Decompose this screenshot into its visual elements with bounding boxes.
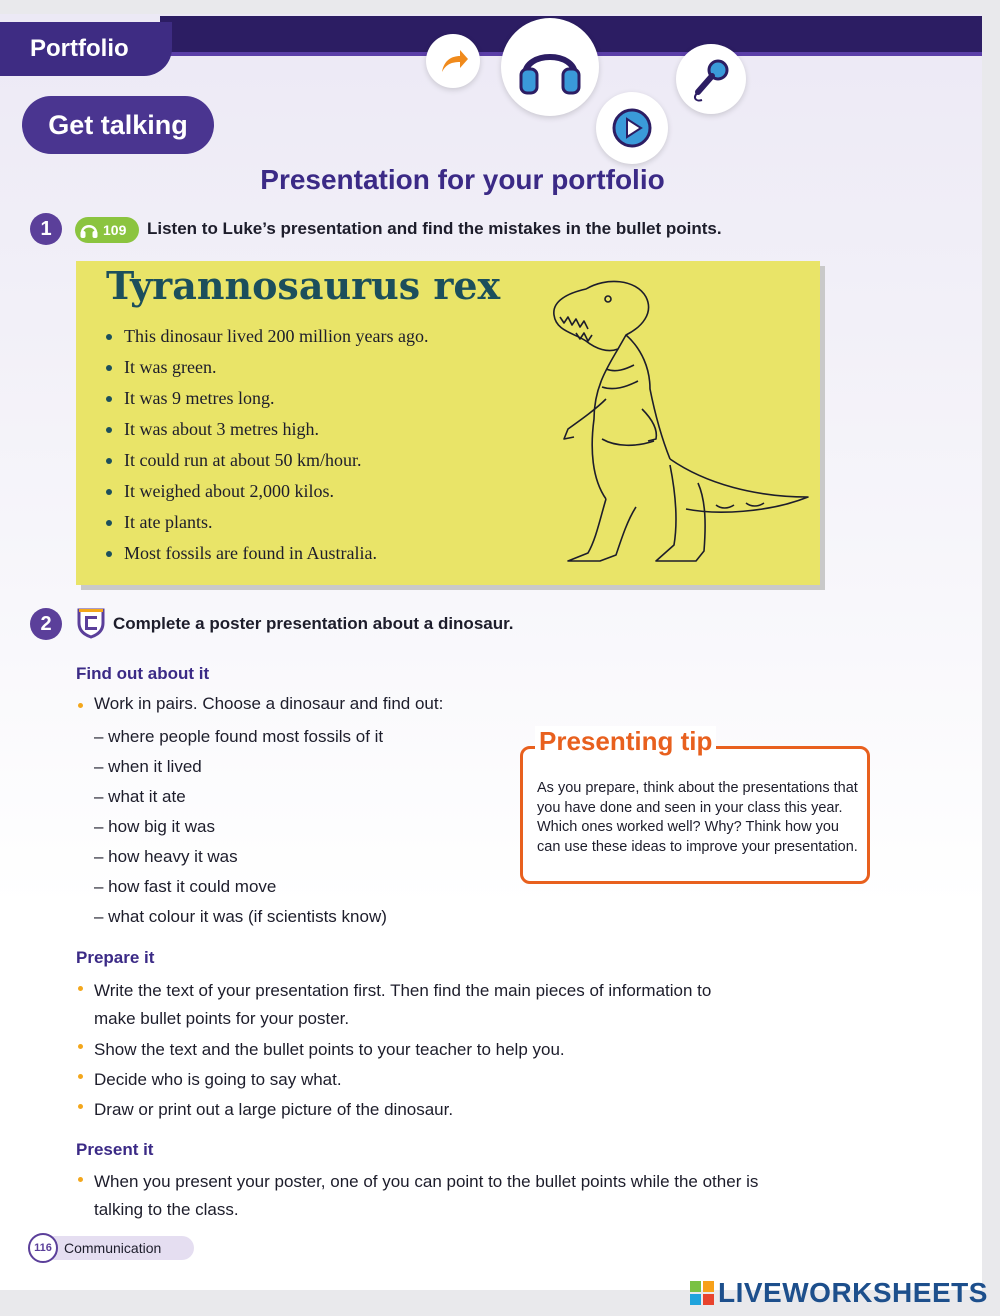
page-number: 116	[28, 1233, 58, 1263]
trex-fact: It was 9 metres long.	[104, 383, 428, 414]
list-item: Work in pairs. Choose a dinosaur and find out:	[76, 694, 443, 714]
trex-fact: It was about 3 metres high.	[104, 414, 428, 445]
presenting-tip-text: As you prepare, think about the presentations that you have done and seen in your class this year. Which ones worked well? Why? Think how you can use these ideas to improve your presentation.	[537, 780, 858, 855]
activity-number-1: 1	[30, 213, 62, 245]
trex-title: Tyrannosaurus rex	[106, 263, 501, 308]
list-item: – how big it was	[94, 817, 215, 836]
presenting-tip-title: Presenting tip	[535, 726, 716, 757]
textbook-page	[0, 14, 982, 1290]
list-item: – when it lived	[94, 757, 202, 776]
trex-fact: Most fossils are found in Australia.	[104, 538, 428, 569]
list-item: Write the text of your presentation first. Then find the main pieces of information to make bullet points for your poster.	[76, 977, 736, 1033]
activity-2-instruction: Complete a poster presentation about a dinosaur.	[113, 614, 514, 633]
list-item: – what it ate	[94, 787, 186, 806]
prepare-heading: Prepare it	[76, 948, 155, 967]
list-item: Draw or print out a large picture of the dinosaur.	[76, 1095, 736, 1125]
activity-number-2: 2	[30, 608, 62, 640]
list-item: Show the text and the bullet points to your teacher to help you.	[76, 1035, 736, 1065]
microphone-icon[interactable]	[676, 44, 746, 114]
trex-fact: It ate plants.	[104, 507, 428, 538]
headphones-icon[interactable]	[501, 18, 599, 116]
page-title: Presentation for your portfolio	[260, 164, 665, 195]
play-icon[interactable]	[596, 92, 668, 164]
list-item: When you present your poster, one of you can point to the bullet points while the other is talking to the class.	[76, 1168, 786, 1224]
lesson-badge: Get talking	[22, 96, 214, 154]
prepare-bullets	[76, 977, 736, 1125]
present-heading: Present it	[76, 1140, 154, 1159]
presenting-tip-box	[520, 746, 870, 884]
list-item: – what colour it was (if scientists know)	[94, 907, 387, 926]
trex-fact-card	[76, 261, 820, 585]
watermark-text: LIVEWORKSHEETS	[718, 1277, 988, 1308]
list-item: Decide who is going to say what.	[76, 1065, 736, 1095]
section-tab: Portfolio	[0, 22, 172, 76]
find-out-subitems	[94, 722, 387, 932]
activity-1-instruction: Listen to Luke’s presentation and find the mistakes in the bullet points.	[147, 219, 722, 238]
page-footer	[30, 1236, 194, 1260]
share-arrow-icon[interactable]	[426, 34, 480, 88]
trex-fact: It was green.	[104, 352, 428, 383]
tyrannosaurus-illustration	[546, 269, 816, 579]
audio-track-badge[interactable]	[75, 217, 139, 243]
headphones-small-icon	[79, 221, 99, 239]
trex-fact-list	[104, 321, 428, 569]
liveworksheets-logo-icon	[690, 1281, 714, 1305]
present-bullets	[76, 1168, 786, 1224]
find-out-bullets	[76, 694, 443, 714]
find-out-heading: Find out about it	[76, 664, 210, 683]
footer-label: Communication	[64, 1240, 162, 1256]
list-item: – how fast it could move	[94, 877, 277, 896]
liveworksheets-watermark	[690, 1276, 988, 1310]
trex-fact: It could run at about 50 km/hour.	[104, 445, 428, 476]
list-item: – where people found most fossils of it	[94, 727, 384, 746]
trex-fact: This dinosaur lived 200 million years ago.	[104, 321, 428, 352]
audio-track-number: 109	[103, 222, 127, 238]
trex-fact: It weighed about 2,000 kilos.	[104, 476, 428, 507]
portfolio-shield-icon	[76, 607, 106, 639]
list-item: – how heavy it was	[94, 847, 238, 866]
